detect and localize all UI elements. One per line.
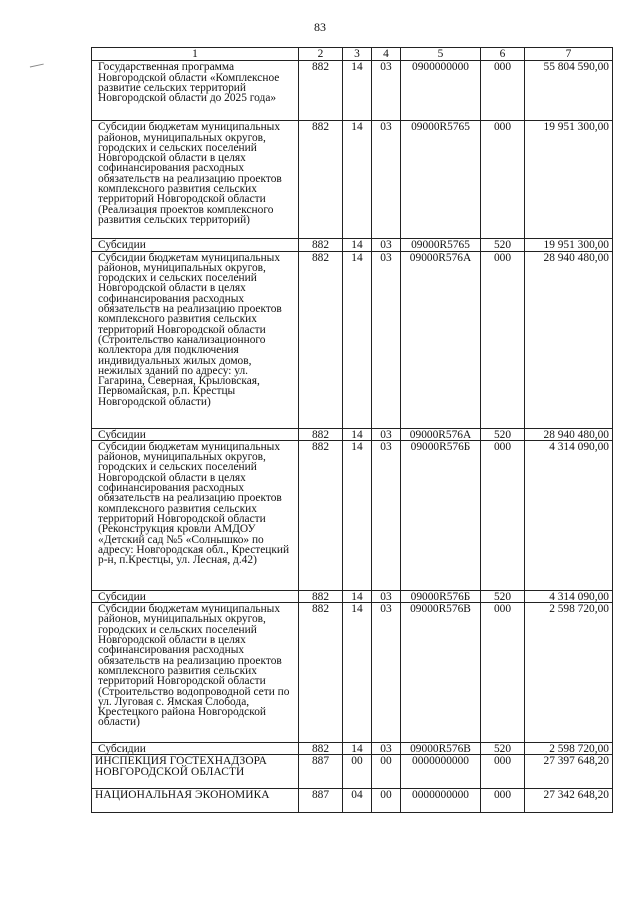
page-number: 83 [314,20,326,34]
table-row [92,789,613,813]
table-row [92,755,613,789]
row-target-article: 09000R576А [401,428,481,440]
header-cell: 1 [92,48,299,61]
scan-mark [30,64,44,70]
header-cell: 3 [343,48,372,61]
row-subsection: 03 [372,121,401,239]
table-row [92,428,613,440]
row-section: 14 [343,121,372,239]
row-expense-type: 000 [481,251,525,428]
row-expense-type: 000 [481,755,525,789]
row-admin-code: 882 [299,61,343,121]
row-amount: 28 940 480,00 [525,251,613,428]
row-section: 00 [343,755,372,789]
row-target-article: 09000R576Б [401,440,481,590]
row-expense-type: 000 [481,603,525,743]
row-target-article: 09000R5765 [401,239,481,251]
row-subsection: 03 [372,440,401,590]
row-amount: 4 314 090,00 [525,440,613,590]
row-section: 14 [343,603,372,743]
row-name: НАЦИОНАЛЬНАЯ ЭКОНОМИКА [92,789,299,813]
row-section: 14 [343,743,372,755]
header-cell: 4 [372,48,401,61]
row-expense-type: 000 [481,789,525,813]
table-row [92,61,613,121]
table-row [92,121,613,239]
row-target-article: 09000R576А [401,251,481,428]
row-admin-code: 882 [299,239,343,251]
row-subsection: 03 [372,61,401,121]
header-cell: 6 [481,48,525,61]
row-amount: 19 951 300,00 [525,121,613,239]
table-header-row [92,48,613,61]
header-cell: 2 [299,48,343,61]
row-section: 04 [343,789,372,813]
row-expense-type: 000 [481,121,525,239]
row-section: 14 [343,61,372,121]
table-row [92,590,613,602]
row-admin-code: 887 [299,789,343,813]
row-expense-type: 520 [481,428,525,440]
row-target-article: 09000R576В [401,603,481,743]
row-amount: 27 397 648,20 [525,755,613,789]
row-target-article: 09000R5765 [401,121,481,239]
row-admin-code: 882 [299,440,343,590]
row-subsection: 03 [372,251,401,428]
row-target-article: 09000R576Б [401,590,481,602]
row-expense-type: 520 [481,743,525,755]
row-amount: 28 940 480,00 [525,428,613,440]
row-admin-code: 887 [299,755,343,789]
row-subsection: 03 [372,743,401,755]
row-admin-code: 882 [299,590,343,602]
row-section: 14 [343,428,372,440]
row-section: 14 [343,590,372,602]
row-subsection: 00 [372,755,401,789]
row-amount: 2 598 720,00 [525,603,613,743]
table-row [92,440,613,590]
row-target-article: 0900000000 [401,61,481,121]
row-name: Субсидии [92,428,299,440]
row-amount: 55 804 590,00 [525,61,613,121]
row-expense-type: 520 [481,590,525,602]
row-subsection: 03 [372,428,401,440]
row-target-article: 0000000000 [401,755,481,789]
row-admin-code: 882 [299,251,343,428]
budget-table [91,47,613,813]
header-cell: 7 [525,48,613,61]
table-row [92,239,613,251]
table-row [92,251,613,428]
row-amount: 2 598 720,00 [525,743,613,755]
row-amount: 19 951 300,00 [525,239,613,251]
row-target-article: 0000000000 [401,789,481,813]
table-row [92,743,613,755]
row-name: Государственная программа Новгородской области «Комплексное развитие сельских территорий Новгородской области до 2025 года» [92,61,299,121]
row-name: Субсидии бюджетам муниципальных районов, муниципальных округов, городских и сельских поселений Новгородской области в целях софинансирования расходных обязательств на реализацию проектов комплексного развития сельских территорий Новгородской области (Реализация проектов комплексного развития сельских территорий) [92,121,299,239]
row-subsection: 03 [372,603,401,743]
row-expense-type: 000 [481,440,525,590]
row-section: 14 [343,251,372,428]
row-name: ИНСПЕКЦИЯ ГОСТЕХНАДЗОРА НОВГОРОДСКОЙ ОБЛАСТИ [92,755,299,789]
header-cell: 5 [401,48,481,61]
row-name: Субсидии [92,590,299,602]
table-row [92,603,613,743]
row-admin-code: 882 [299,428,343,440]
row-amount: 4 314 090,00 [525,590,613,602]
row-admin-code: 882 [299,743,343,755]
row-expense-type: 000 [481,61,525,121]
row-name: Субсидии бюджетам муниципальных районов, муниципальных округов, городских и сельских поселений Новгородской области в целях софинансирования расходных обязательств на реализацию проектов комплексного развития сельских территорий Новгородской области (Строительство канализационного коллектора для подключения индивидуальных жилых домов, нежилых зданий по адресу: ул. Гагарина, Северная, Крыловская, Первомайская, р.п. Крестцы Новгородской области) [92,251,299,428]
row-subsection: 03 [372,590,401,602]
row-expense-type: 520 [481,239,525,251]
row-subsection: 00 [372,789,401,813]
row-name: Субсидии бюджетам муниципальных районов, муниципальных округов, городских и сельских поселений Новгородской области в целях софинансирования расходных обязательств на реализацию проектов комплексного развития сельских территорий Новгородской области (Строительство водопроводной сети по ул. Луговая с. Ямская Слобода, Крестецкого района Новгородской области) [92,603,299,743]
row-section: 14 [343,239,372,251]
row-admin-code: 882 [299,603,343,743]
row-name: Субсидии [92,239,299,251]
row-amount: 27 342 648,20 [525,789,613,813]
row-admin-code: 882 [299,121,343,239]
row-section: 14 [343,440,372,590]
row-subsection: 03 [372,239,401,251]
row-name: Субсидии [92,743,299,755]
row-target-article: 09000R576В [401,743,481,755]
row-name: Субсидии бюджетам муниципальных районов, муниципальных округов, городских и сельских поселений Новгородской области в целях софинансирования расходных обязательств на реализацию проектов комплексного развития сельских территорий Новгородской области (Реконструкция кровли АМДОУ «Детский сад №5 «Солнышко» по адресу: Новгородская обл., Крестецкий р-н, п.Крестцы, ул. Лесная, д.42) [92,440,299,590]
